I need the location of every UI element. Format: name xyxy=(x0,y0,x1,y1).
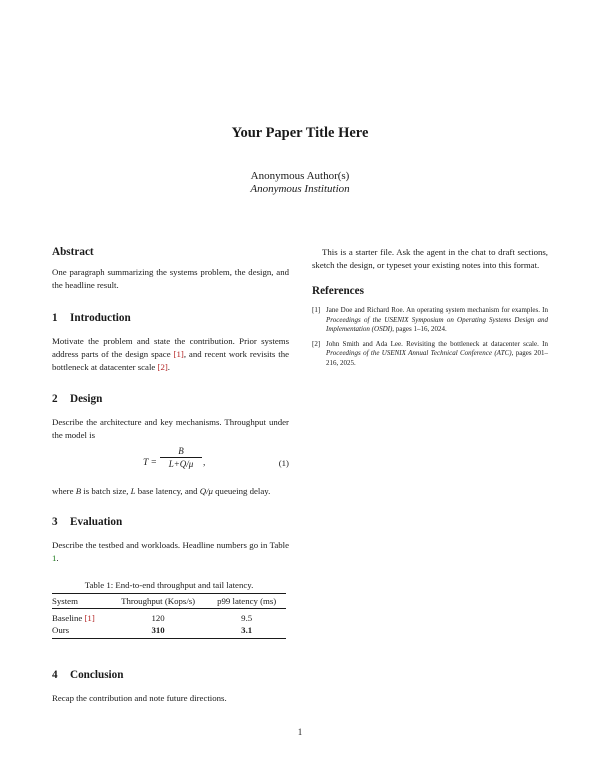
page-number: 1 xyxy=(297,727,303,737)
equation-comma: , xyxy=(203,458,206,468)
table-caption: Table 1: End-to-end throughput and tail latency. xyxy=(84,580,254,590)
section-number: 4 xyxy=(52,669,58,681)
results-table xyxy=(52,593,286,639)
reference-authors: John Smith and Ada Lee. Revisiting the bottleneck at datacenter scale. In xyxy=(326,339,548,348)
reference-authors: Jane Doe and Richard Roe. An operating system mechanism for examples. In xyxy=(326,306,548,314)
math-var: L xyxy=(130,486,136,496)
table-cell-system: Ours xyxy=(52,625,70,635)
equation xyxy=(52,446,289,480)
design-after-equation xyxy=(52,485,289,498)
table-header-cell: p99 latency (ms) xyxy=(217,596,277,606)
conclusion-text: Recap the contribution and note future directions. xyxy=(52,693,227,703)
citation-link[interactable]: [1] xyxy=(84,613,95,623)
abstract-heading: Abstract xyxy=(52,246,94,258)
text-run: queueing delay. xyxy=(212,486,271,496)
section-title: Conclusion xyxy=(70,669,124,681)
table-cell-system xyxy=(52,609,109,625)
results-table-block xyxy=(52,580,286,639)
text-run: is batch size, xyxy=(81,486,131,496)
design-text: Describe the architecture and key mechanisms. Throughput under the model is xyxy=(52,417,289,440)
references-heading: References xyxy=(312,285,364,297)
introduction-text xyxy=(52,335,289,374)
table-header-cell: Throughput (Kops/s) xyxy=(121,596,196,606)
left-column xyxy=(52,246,289,705)
reference-details: , pages 1–16, 2024. xyxy=(392,325,447,334)
math-var: B xyxy=(75,486,82,496)
starter-note: This is a starter file. Ask the agent in the chat to draft sections, sketch the design, or typeset your existing notes into this format. xyxy=(312,247,548,270)
table-cell-latency: 3.1 xyxy=(241,625,253,635)
reference-item xyxy=(312,340,548,369)
text-run: . xyxy=(56,553,59,563)
fraction-numerator: B xyxy=(178,446,184,456)
reference-details: , pages 201–216, 2025. xyxy=(326,349,548,367)
equation-number: (1) xyxy=(278,458,289,468)
right-column xyxy=(312,246,548,374)
equation-lhs: T = xyxy=(143,458,157,468)
text-run: , and recent work revisits the bottleneck at datacenter scale xyxy=(52,349,289,372)
table-header-cell: System xyxy=(52,596,78,606)
table-cell-throughput: 310 xyxy=(151,625,165,635)
section-title: Evaluation xyxy=(70,516,123,528)
section-title: Design xyxy=(70,393,103,405)
abstract-text: One paragraph summarizing the systems problem, the design, and the headline result. xyxy=(52,267,289,290)
text-run: . xyxy=(167,362,170,372)
citation-link[interactable]: [2] xyxy=(157,362,168,372)
fraction-bar xyxy=(160,457,202,458)
section-number: 1 xyxy=(52,312,58,324)
text-run: Motivate the problem and state the contribution. Prior systems address parts of the design space xyxy=(52,336,289,359)
section-number: 3 xyxy=(52,516,58,528)
text-run: Describe the testbed and workloads. Headline numbers go in Table xyxy=(52,540,289,550)
system-name: Baseline xyxy=(52,613,85,623)
section-title: Introduction xyxy=(70,312,131,324)
section-heading-conclusion xyxy=(52,669,289,681)
math-var: Q/μ xyxy=(199,486,213,496)
table-cell-latency: 9.5 xyxy=(241,613,253,623)
reference-label: [1] xyxy=(312,306,321,314)
reference-label: [2] xyxy=(312,339,321,348)
table-cell-throughput: 120 xyxy=(151,613,165,623)
author-name: Anonymous Author(s) xyxy=(250,170,350,182)
citation-link[interactable]: [1] xyxy=(173,349,184,359)
section-heading-design xyxy=(52,393,289,405)
equation-fraction xyxy=(160,446,202,469)
text-run: base latency, and xyxy=(135,486,200,496)
table-header-row xyxy=(52,594,286,609)
author-institution: Anonymous Institution xyxy=(250,183,350,195)
evaluation-text xyxy=(52,539,289,565)
reference-list xyxy=(312,306,548,369)
reference-venue: Proceedings of the USENIX Symposium on Operating Systems Design and Implementation (OSDI) xyxy=(326,315,548,334)
table-row xyxy=(52,609,286,625)
paper-title: Your Paper Title Here xyxy=(231,125,369,141)
section-number: 2 xyxy=(52,393,58,405)
section-heading-introduction xyxy=(52,312,289,324)
text-run: where xyxy=(52,486,76,496)
table-row xyxy=(52,624,286,639)
reference-venue: Proceedings of the USENIX Annual Technical Conference (ATC) xyxy=(326,349,512,358)
table-reference-link[interactable]: 1 xyxy=(52,553,57,563)
reference-item xyxy=(312,306,548,335)
fraction-denominator: L+Q/μ xyxy=(168,459,194,469)
section-heading-evaluation xyxy=(52,516,289,528)
